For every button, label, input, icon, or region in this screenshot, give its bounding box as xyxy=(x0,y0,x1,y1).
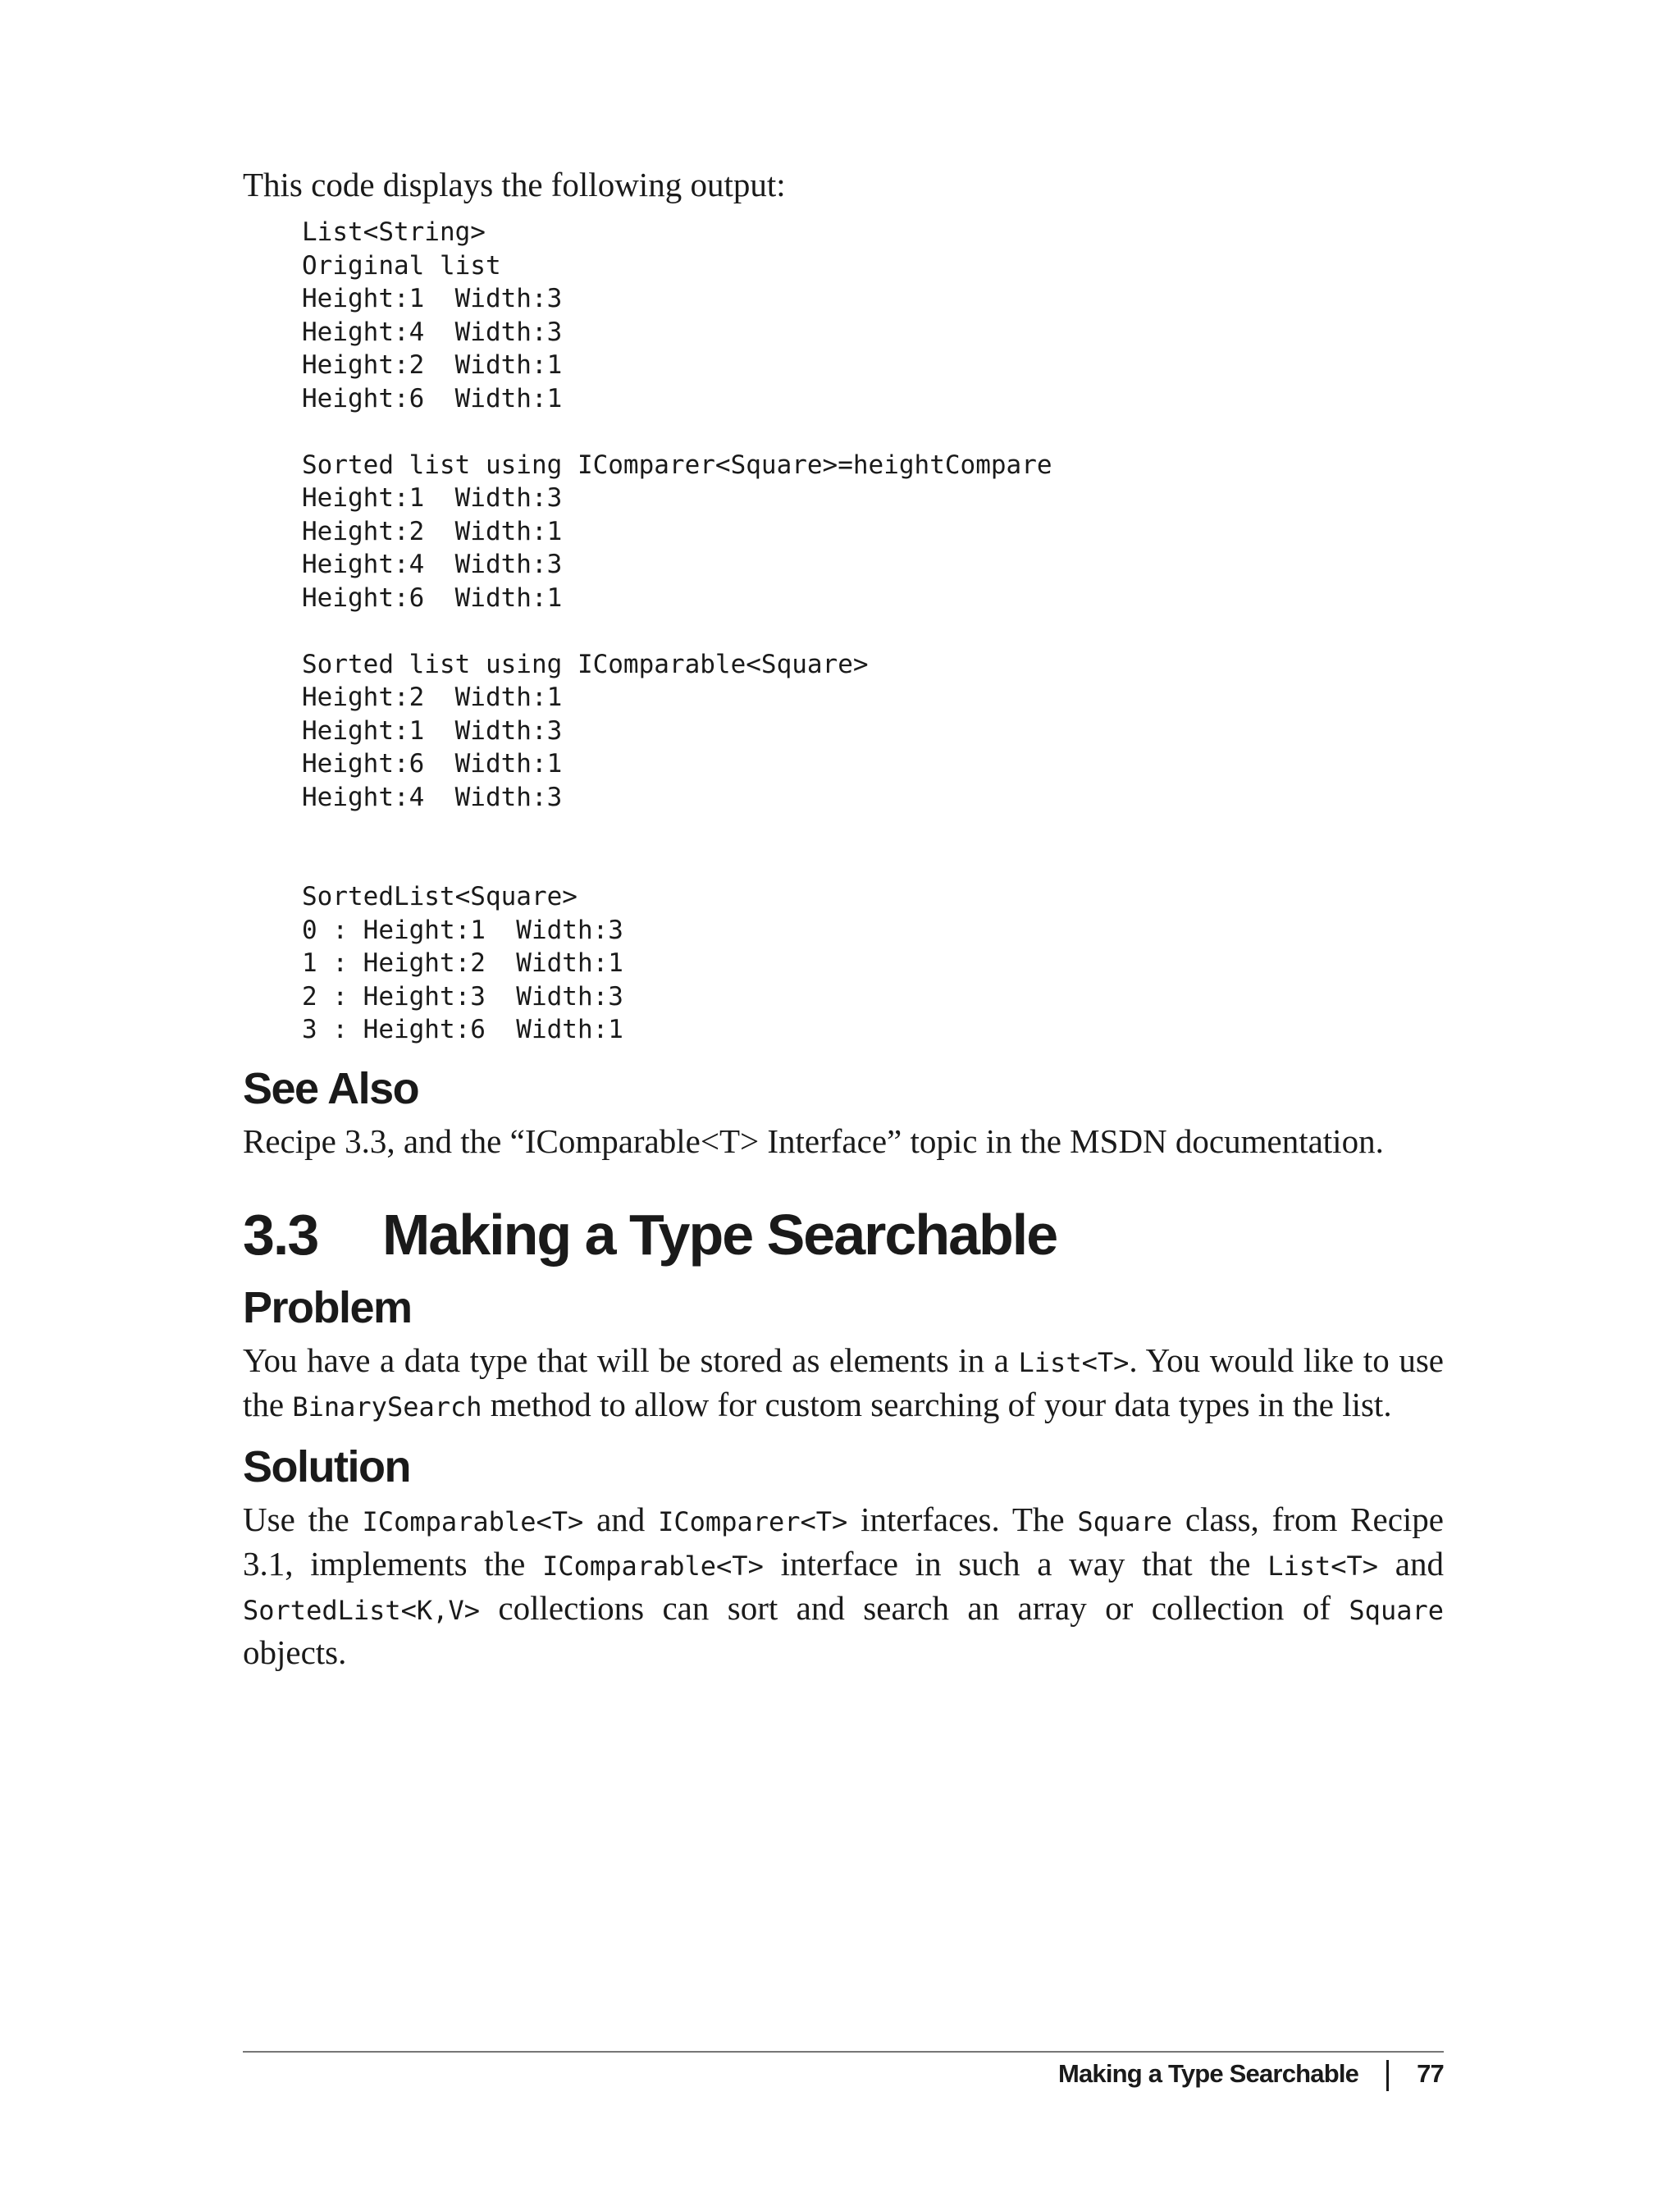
solution-text xyxy=(243,1499,1444,1674)
code-output-line: SortedList<Square> xyxy=(302,882,578,911)
solution-text-part: interface in such a way that the xyxy=(763,1544,1268,1583)
problem-text-part: You have a data type that will be stored as elements in a xyxy=(243,1340,1019,1379)
inline-code: List<T> xyxy=(1267,1550,1379,1582)
inline-code: Square xyxy=(1349,1594,1444,1626)
inline-code: IComparer<T> xyxy=(658,1505,848,1537)
code-output-line: Height:4 Width:3 xyxy=(302,317,563,347)
recipe-heading xyxy=(243,1200,1444,1269)
inline-code: IComparable<T> xyxy=(362,1505,584,1537)
code-output-line: Height:1 Width:3 xyxy=(302,483,563,513)
code-output-line: Height:4 Width:3 xyxy=(302,782,563,812)
problem-text xyxy=(243,1340,1444,1428)
code-output-line: Height:6 Width:1 xyxy=(302,582,563,613)
recipe-title: Making a Type Searchable xyxy=(382,1202,1057,1267)
code-output-line: 2 : Height:3 Width:3 xyxy=(302,981,623,1012)
see-also-text: Recipe 3.3, and the “IComparable<T> Interface” topic in the MSDN documentation. xyxy=(243,1121,1384,1160)
inline-code: Square xyxy=(1077,1505,1173,1537)
problem-text-part: method to allow for custom searching of your data types in the list. xyxy=(482,1385,1392,1423)
inline-code: IComparable<T> xyxy=(542,1550,764,1582)
code-output-line: Original list xyxy=(302,250,501,281)
code-output-line: Height:2 Width:1 xyxy=(302,350,563,380)
solution-text-part: class, from Recipe 3.1, implements the xyxy=(243,1500,1444,1583)
code-output-line: Height:1 Width:3 xyxy=(302,284,563,313)
footer-rule xyxy=(243,2051,1444,2053)
code-output-line: Height:1 Width:3 xyxy=(302,715,563,746)
problem-heading: Problem xyxy=(243,1282,412,1332)
code-output-line: Height:2 Width:1 xyxy=(302,516,563,546)
page-footer xyxy=(1058,2053,1444,2094)
code-output-line: Height:4 Width:3 xyxy=(302,550,563,579)
code-output-line: Sorted list using IComparable<Square> xyxy=(302,649,869,679)
code-output-line: List<String> xyxy=(302,217,486,247)
code-output-line xyxy=(302,847,1444,881)
code-output-line: 3 : Height:6 Width:1 xyxy=(302,1015,623,1044)
code-output-line: Height:6 Width:1 xyxy=(302,749,563,779)
recipe-number: 3.3 xyxy=(243,1202,318,1267)
code-output-line xyxy=(302,614,1444,648)
page-content xyxy=(243,164,1444,1674)
solution-heading: Solution xyxy=(243,1441,410,1491)
inline-code: List<T> xyxy=(1018,1346,1130,1378)
code-output-line: Height:2 Width:1 xyxy=(302,683,563,712)
intro-text: This code displays the following output: xyxy=(243,166,786,203)
code-output-line xyxy=(302,814,1444,847)
solution-text-part: and xyxy=(583,1500,659,1538)
code-output-line: 1 : Height:2 Width:1 xyxy=(302,948,623,978)
inline-code: BinarySearch xyxy=(292,1391,482,1423)
code-output-line: Height:6 Width:1 xyxy=(302,383,563,413)
code-output-block xyxy=(302,216,1444,1047)
code-output-line xyxy=(302,415,1444,449)
inline-code: SortedList<K,V> xyxy=(243,1594,480,1626)
solution-text-part: interfaces. The xyxy=(847,1500,1078,1538)
code-output-line: Sorted list using IComparer<Square>=heightCompare xyxy=(302,450,1052,480)
page-number: 77 xyxy=(1417,2059,1444,2088)
see-also-heading: See Also xyxy=(243,1063,419,1113)
solution-text-part: objects. xyxy=(243,1633,347,1671)
footer-separator xyxy=(1386,2060,1389,2091)
problem-text-part: . You would like to use the xyxy=(243,1340,1444,1423)
code-output-line: 0 : Height:1 Width:3 xyxy=(302,915,623,945)
solution-text-part: Use the xyxy=(243,1500,363,1538)
running-title: Making a Type Searchable xyxy=(1057,2059,1359,2088)
solution-text-part: and xyxy=(1378,1544,1444,1583)
solution-text-part: collections can sort and search an array or collection of xyxy=(479,1588,1349,1627)
